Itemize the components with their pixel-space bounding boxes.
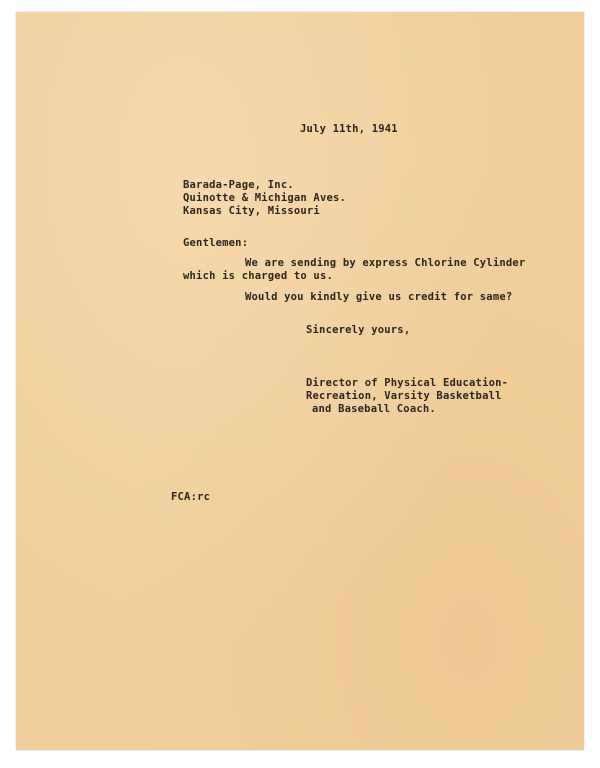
salutation: Gentlemen: — [183, 237, 249, 249]
signature-line-1: Director of Physical Education- — [306, 377, 509, 389]
letter-page — [16, 12, 584, 750]
signature-line-2: Recreation, Varsity Basketball — [306, 390, 502, 402]
recipient-city: Kansas City, Missouri — [183, 205, 320, 217]
recipient-name: Barada-Page, Inc. — [183, 179, 294, 191]
letter-date: July 11th, 1941 — [300, 123, 398, 135]
body-paragraph-1-line-2: which is charged to us. — [183, 270, 333, 282]
body-paragraph-2: Would you kindly give us credit for same? — [245, 291, 513, 303]
typist-initials: FCA:rc — [171, 491, 211, 503]
closing: Sincerely yours, — [306, 324, 411, 336]
signature-line-3: and Baseball Coach. — [312, 403, 436, 415]
recipient-street: Quinotte & Michigan Aves. — [183, 192, 347, 204]
body-paragraph-1-line-1: We are sending by express Chlorine Cylinder — [245, 257, 526, 269]
